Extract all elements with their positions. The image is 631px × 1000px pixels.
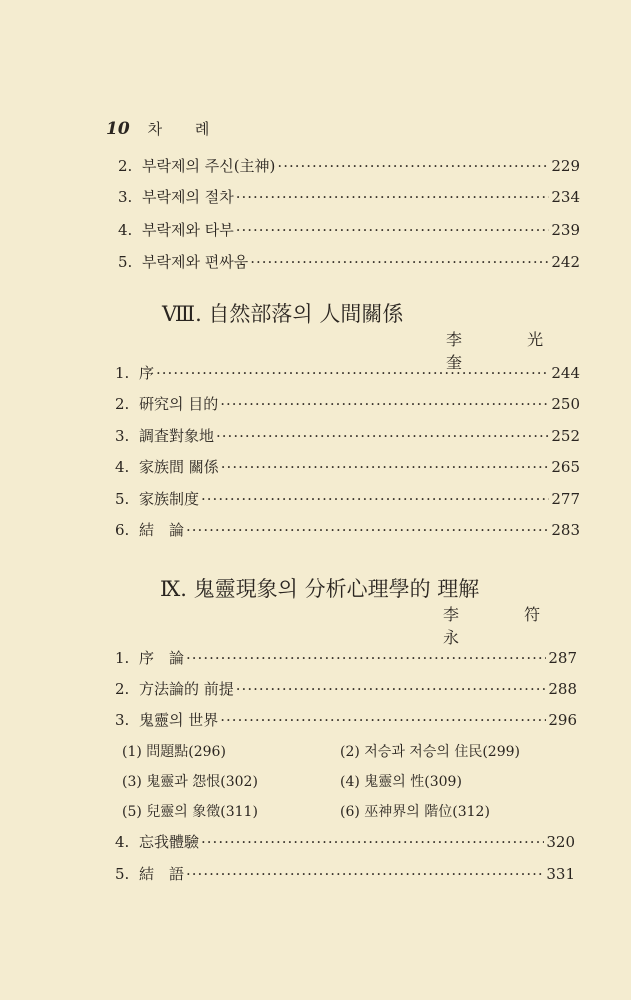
toc-leader-dots [221,458,550,476]
toc-leader-dots [186,521,549,539]
toc-entry[interactable] [115,362,580,383]
toc-entry-page: 244 [551,364,580,382]
section-heading: Ⅷ. 自然部落의 人間關係 [162,302,404,326]
toc-entry-title: 부락제의 주신(主神) [142,157,276,175]
toc-entry-number: 5. [115,865,130,883]
toc-subentry[interactable]: (3) 鬼靈과 怨恨(302) [122,774,258,790]
toc-entry[interactable] [115,647,577,668]
page-number: 10 [106,119,130,139]
toc-subentry[interactable]: (5) 兒靈의 象徵(311) [122,804,258,820]
toc-entry-page: 296 [548,711,577,729]
toc-entry-page: 242 [551,253,580,271]
toc-leader-dots [250,253,549,271]
toc-entry-title: 부락제의 절차 [142,188,234,206]
toc-entry-title: 忘我體驗 [139,833,200,851]
toc-entry-title: 序 論 [139,649,185,667]
toc-entry-number: 3. [115,427,130,445]
toc-entry-title: 硏究의 目的 [139,395,219,413]
toc-entry-title: 家族間 關係 [139,458,219,476]
toc-leader-dots [186,649,546,667]
page-header [106,118,223,139]
toc-entry[interactable] [115,393,580,414]
toc-entry-title: 調査對象地 [139,427,215,445]
toc-entry[interactable] [115,678,577,699]
toc-entry-number: 3. [115,711,130,729]
toc-entry-number: 1. [115,364,130,382]
toc-entry[interactable] [115,831,575,852]
toc-entry[interactable] [115,488,580,509]
toc-entry-page: 283 [551,521,580,539]
section-heading: Ⅸ. 鬼靈現象의 分析心理學的 理解 [160,577,480,601]
toc-entry-page: 287 [548,649,577,667]
toc-entry-title: 家族制度 [139,490,200,508]
page-running-title: 차 례 [147,120,224,138]
toc-entry[interactable] [115,863,575,884]
toc-entry-title: 結 論 [139,521,185,539]
toc-entry-page: 320 [546,833,575,851]
toc-leader-dots [220,711,546,729]
toc-leader-dots [220,395,549,413]
toc-leader-dots [186,865,544,883]
toc-entry-number: 4. [115,458,130,476]
toc-entry-number: 5. [115,490,130,508]
toc-leader-dots [236,221,550,239]
toc-leader-dots [201,833,544,851]
toc-entry-number: 4. [115,833,130,851]
toc-entry-page: 252 [551,427,580,445]
toc-entry[interactable] [115,519,580,540]
toc-entry[interactable] [118,251,580,272]
section-author: 李 光 奎 [446,330,574,372]
toc-entry-number: 2. [115,680,130,698]
toc-entry-number: 2. [115,395,130,413]
section-author: 李 符 永 [443,605,571,647]
toc-entry-number: 1. [115,649,130,667]
toc-entry-page: 234 [551,188,580,206]
toc-entry-title: 鬼靈의 世界 [139,711,219,729]
toc-entry-number: 3. [118,188,133,206]
toc-entry-page: 229 [551,157,580,175]
toc-entry-title: 方法論的 前提 [139,680,234,698]
toc-entry-number: 5. [118,253,133,271]
toc-entry-page: 277 [551,490,580,508]
toc-entry-title: 부락제와 타부 [142,221,234,239]
toc-leader-dots [236,680,547,698]
toc-leader-dots [156,364,549,382]
toc-entry-page: 288 [548,680,577,698]
toc-entry-title: 序 [139,364,155,382]
toc-subentry[interactable]: (2) 저승과 저승의 住民(299) [340,744,520,760]
toc-subentry[interactable]: (4) 鬼靈의 性(309) [340,774,462,790]
toc-entry-page: 250 [551,395,580,413]
toc-entry-number: 4. [118,221,133,239]
toc-entry-number: 6. [115,521,130,539]
toc-entry[interactable] [115,456,580,477]
toc-entry[interactable] [118,155,580,176]
toc-entry[interactable] [118,186,580,207]
toc-entry-title: 부락제와 편싸움 [142,253,249,271]
toc-entry-number: 2. [118,157,133,175]
toc-leader-dots [201,490,549,508]
toc-entry[interactable] [115,709,577,730]
toc-entry[interactable] [118,219,580,240]
toc-leader-dots [216,427,549,445]
toc-entry-title: 結 語 [139,865,185,883]
toc-leader-dots [277,157,549,175]
toc-entry-page: 331 [546,865,575,883]
toc-subentry[interactable]: (6) 巫神界의 階位(312) [340,804,490,820]
toc-entry[interactable] [115,425,580,446]
toc-leader-dots [236,188,550,206]
toc-subentry[interactable]: (1) 問題點(296) [122,744,226,760]
toc-entry-page: 239 [551,221,580,239]
toc-entry-page: 265 [551,458,580,476]
